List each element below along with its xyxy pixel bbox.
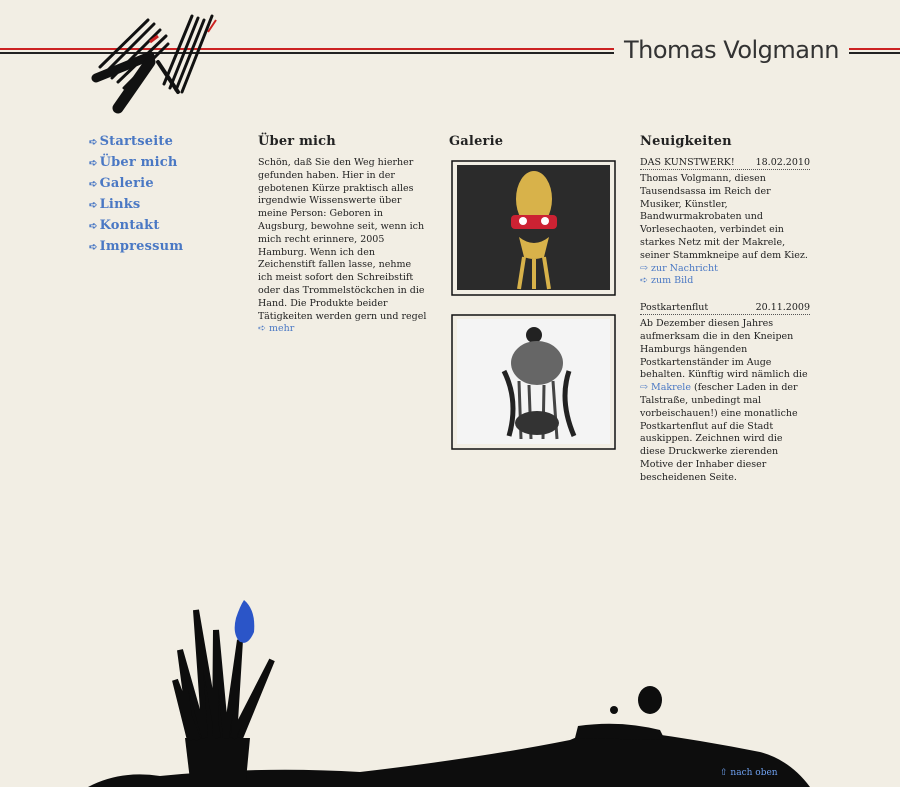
gallery-section <box>449 134 619 465</box>
nav-galerie[interactable]: ➪ Galerie <box>89 176 154 191</box>
news-date: 18.02.2010 <box>755 157 810 168</box>
news-title: Neuigkeiten <box>640 134 732 149</box>
about-section <box>258 134 428 336</box>
nav-ueber-mich[interactable]: ➪ Über mich <box>89 155 178 170</box>
folder-arrow-icon: ⇨ <box>640 262 648 274</box>
gallery-image-1[interactable] <box>449 157 619 299</box>
arrow-right-icon: ➪ <box>640 275 648 287</box>
nav-startseite[interactable]: ➪ Startseite <box>89 134 174 149</box>
arrow-right-icon: ➪ <box>89 137 98 148</box>
news-item <box>640 157 810 288</box>
nav-impressum[interactable]: ➪ Impressum <box>89 239 184 254</box>
news-header <box>640 302 810 315</box>
news-headline: Postkartenflut <box>640 302 709 314</box>
news-headline: DAS KUNSTWERK! <box>640 157 735 168</box>
news-section <box>640 134 810 499</box>
nav-links[interactable]: ➪ Links <box>89 197 141 212</box>
folder-arrow-icon: ⇨ <box>640 382 648 394</box>
about-title: Über mich <box>258 134 336 149</box>
about-more-link[interactable]: ➪ mehr <box>258 323 295 335</box>
news-text: Thomas Volgmann, diesen Tausendsassa im Reich der Musiker, Künstler, Bandwurmakrobaten und Vorlesechaoten, verbindet ein starkes Netz mit der Makrele, seiner Stammkneipe auf dem Kiez. <box>640 173 808 261</box>
news-item <box>640 302 810 484</box>
arrow-right-icon: ➪ <box>89 158 98 169</box>
arrow-right-icon: ➪ <box>258 323 266 335</box>
news-link-makrele[interactable]: ⇨ Makrele <box>640 382 691 394</box>
site-title: Thomas Volgmann <box>614 36 849 64</box>
gallery-image-2[interactable] <box>449 311 619 453</box>
arrow-right-icon: ➪ <box>89 242 98 253</box>
nav-kontakt[interactable]: ➪ Kontakt <box>89 218 160 233</box>
logo-icon[interactable] <box>88 12 223 115</box>
footer-illustration <box>0 590 900 787</box>
news-link-bild[interactable]: ➪ zum Bild <box>640 275 694 287</box>
arrow-right-icon: ➪ <box>89 221 98 232</box>
arrow-up-icon: ⇧ <box>720 768 728 778</box>
to-top-link[interactable]: ⇧ nach oben <box>720 768 778 778</box>
about-text: Schön, daß Sie den Weg hierher gefunden haben. Hier in der gebotenen Kürze praktisch alles irgendwie Wissenswerte über meine Person: Geboren in Augsburg, bewohne seit, wenn ich mich recht erinnere, 2005 Hamburg. Wenn ich den Zeichenstift fallen lasse, nehme ich meist sofort den Schreibstift oder das Trommelstöckchen in die Hand. Die Produkte beider Tätigkeiten werden gern und regel ➪ mehr <box>258 157 427 335</box>
arrow-right-icon: ➪ <box>89 200 98 211</box>
news-text: Ab Dezember diesen Jahres aufmerksam die in den Kneipen Hamburgs hängenden Postkartenständer im Auge behalten. Künftig wird nämlich die ⇨ Makrele (fescher Laden in der Talstraße, unbedingt mal vorbeischauen!) eine monatliche Postkartenflut auf die Stadt auskippen. Zeichnen wird die diese Druckwerke zierenden Motive der Inhaber dieser bescheidenen Seite. <box>640 318 808 483</box>
news-date: 20.11.2009 <box>755 302 810 314</box>
arrow-right-icon: ➪ <box>89 179 98 190</box>
news-header <box>640 157 810 170</box>
main-nav <box>89 134 183 260</box>
gallery-title: Galerie <box>449 134 504 149</box>
news-link-nachricht[interactable]: ⇨ zur Nachricht <box>640 262 718 274</box>
